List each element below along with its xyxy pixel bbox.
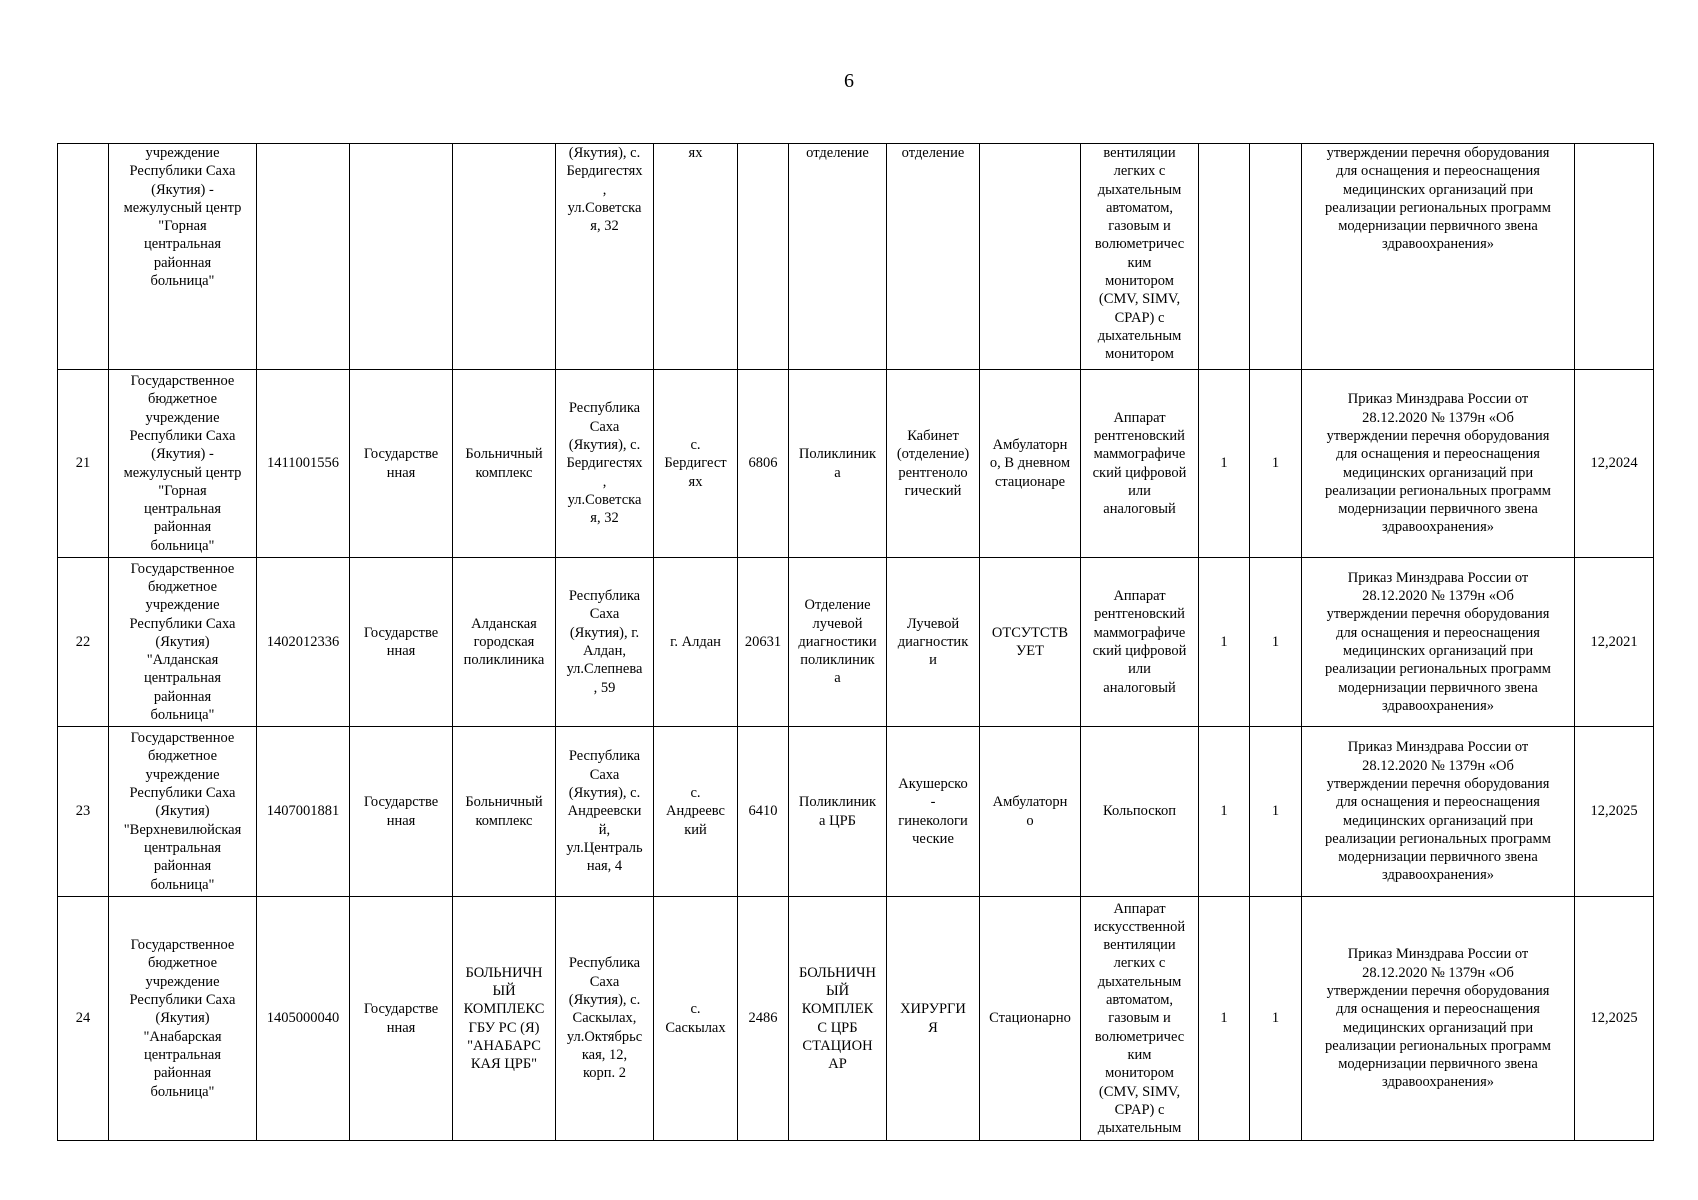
cell-quantity-1: 1 <box>1199 558 1250 727</box>
cell-settlement: г. Алдан <box>654 558 738 727</box>
cell-date <box>1575 144 1654 370</box>
cell-population: 2486 <box>738 897 789 1141</box>
page-number: 6 <box>844 70 854 92</box>
cell-care-conditions: ОТСУТСТВ УЕТ <box>980 558 1081 727</box>
cell-department: Кабинет (отделение) рентгеноло гический <box>887 370 980 558</box>
cell-ownership: Государстве нная <box>350 558 453 727</box>
cell-facility: Больничный комплекс <box>453 727 556 897</box>
cell-inn: 1407001881 <box>257 727 350 897</box>
cell-unit: отделение <box>789 144 887 370</box>
cell-equipment: Аппарат рентгеновский маммографиче ский цифровой или аналоговый <box>1081 558 1199 727</box>
equipment-table <box>57 143 1654 1141</box>
cell-ownership: Государстве нная <box>350 897 453 1141</box>
cell-facility <box>453 144 556 370</box>
cell-settlement: с. Бердигест ях <box>654 370 738 558</box>
cell-department: отделение <box>887 144 980 370</box>
cell-population <box>738 144 789 370</box>
cell-inn <box>257 144 350 370</box>
cell-quantity-2: 1 <box>1250 370 1302 558</box>
cell-regulation: утверждении перечня оборудования для оснащения и переоснащения медицинских организаций при реализации региональных программ модернизации первичного звена здравоохранения» <box>1302 144 1575 370</box>
cell-quantity-2: 1 <box>1250 558 1302 727</box>
cell-quantity-2: 1 <box>1250 897 1302 1141</box>
cell-care-conditions: Стационарно <box>980 897 1081 1141</box>
cell-population: 6410 <box>738 727 789 897</box>
cell-address: Республика Саха (Якутия), г. Алдан, ул.Слепнева , 59 <box>556 558 654 727</box>
cell-quantity-1: 1 <box>1199 897 1250 1141</box>
cell-equipment: Аппарат рентгеновский маммографиче ский цифровой или аналоговый <box>1081 370 1199 558</box>
cell-inn: 1405000040 <box>257 897 350 1141</box>
cell-quantity-2: 1 <box>1250 727 1302 897</box>
table-row <box>58 370 1654 558</box>
table-row <box>58 897 1654 1141</box>
cell-ownership: Государстве нная <box>350 370 453 558</box>
cell-number: 21 <box>58 370 109 558</box>
cell-regulation: Приказ Минздрава России от 28.12.2020 № 1379н «Об утверждении перечня оборудования для оснащения и переоснащения медицинских организаций при реализации региональных программ модернизации первичного звена здравоохранения» <box>1302 370 1575 558</box>
cell-quantity-1: 1 <box>1199 727 1250 897</box>
cell-settlement: ях <box>654 144 738 370</box>
cell-facility: Алданская городская поликлиника <box>453 558 556 727</box>
cell-settlement: с. Андреевс кий <box>654 727 738 897</box>
cell-date: 12,2025 <box>1575 897 1654 1141</box>
cell-unit: Поликлиник а ЦРБ <box>789 727 887 897</box>
cell-date: 12,2025 <box>1575 727 1654 897</box>
cell-facility: БОЛЬНИЧН ЫЙ КОМПЛЕКС ГБУ РС (Я) "АНАБАРС КАЯ ЦРБ" <box>453 897 556 1141</box>
cell-inn: 1402012336 <box>257 558 350 727</box>
cell-number <box>58 144 109 370</box>
cell-regulation: Приказ Минздрава России от 28.12.2020 № 1379н «Об утверждении перечня оборудования для оснащения и переоснащения медицинских организаций при реализации региональных программ модернизации первичного звена здравоохранения» <box>1302 558 1575 727</box>
cell-population: 6806 <box>738 370 789 558</box>
cell-quantity-1 <box>1199 144 1250 370</box>
cell-number: 22 <box>58 558 109 727</box>
cell-facility: Больничный комплекс <box>453 370 556 558</box>
cell-settlement: с. Саскылах <box>654 897 738 1141</box>
cell-inn: 1411001556 <box>257 370 350 558</box>
cell-care-conditions <box>980 144 1081 370</box>
cell-equipment: Аппарат искусственной вентиляции легких с дыхательным автоматом, газовым и волюметричес ким монитором (CMV, SIMV, CPAP) с дыхательным <box>1081 897 1199 1141</box>
cell-address: Республика Саха (Якутия), с. Бердигестях , ул.Советска я, 32 <box>556 370 654 558</box>
cell-address: Республика Саха (Якутия), с. Андреевски й, ул.Централь ная, 4 <box>556 727 654 897</box>
cell-regulation: Приказ Минздрава России от 28.12.2020 № 1379н «Об утверждении перечня оборудования для оснащения и переоснащения медицинских организаций при реализации региональных программ модернизации первичного звена здравоохранения» <box>1302 727 1575 897</box>
cell-quantity-2 <box>1250 144 1302 370</box>
cell-quantity-1: 1 <box>1199 370 1250 558</box>
cell-address: (Якутия), с. Бердигестях , ул.Советска я, 32 <box>556 144 654 370</box>
cell-care-conditions: Амбулаторн о, В дневном стационаре <box>980 370 1081 558</box>
cell-population: 20631 <box>738 558 789 727</box>
cell-date: 12,2021 <box>1575 558 1654 727</box>
cell-ownership: Государстве нная <box>350 727 453 897</box>
table-row <box>58 727 1654 897</box>
cell-organization: Государственное бюджетное учреждение Республики Саха (Якутия) "Анабарская центральная районная больница" <box>109 897 257 1141</box>
cell-department: Лучевой диагностик и <box>887 558 980 727</box>
cell-regulation: Приказ Минздрава России от 28.12.2020 № 1379н «Об утверждении перечня оборудования для оснащения и переоснащения медицинских организаций при реализации региональных программ модернизации первичного звена здравоохранения» <box>1302 897 1575 1141</box>
cell-date: 12,2024 <box>1575 370 1654 558</box>
cell-organization: учреждение Республики Саха (Якутия) - межулусный центр "Горная центральная районная больница" <box>109 144 257 370</box>
cell-equipment: вентиляции легких с дыхательным автоматом, газовым и волюметричес ким монитором (CMV, SIMV, CPAP) с дыхательным монитором <box>1081 144 1199 370</box>
cell-unit: БОЛЬНИЧН ЫЙ КОМПЛЕК С ЦРБ СТАЦИОН АР <box>789 897 887 1141</box>
cell-unit: Поликлиник а <box>789 370 887 558</box>
cell-organization: Государственное бюджетное учреждение Республики Саха (Якутия) "Алданская центральная районная больница" <box>109 558 257 727</box>
cell-department: ХИРУРГИ Я <box>887 897 980 1141</box>
cell-organization: Государственное бюджетное учреждение Республики Саха (Якутия) - межулусный центр "Горная центральная районная больница" <box>109 370 257 558</box>
cell-number: 24 <box>58 897 109 1141</box>
cell-address: Республика Саха (Якутия), с. Саскылах, ул.Октябрьс кая, 12, корп. 2 <box>556 897 654 1141</box>
cell-number: 23 <box>58 727 109 897</box>
cell-department: Акушерско - гинекологи ческие <box>887 727 980 897</box>
cell-ownership <box>350 144 453 370</box>
table-row <box>58 144 1654 370</box>
cell-unit: Отделение лучевой диагностики поликлиник а <box>789 558 887 727</box>
table-row <box>58 558 1654 727</box>
cell-equipment: Кольпоскоп <box>1081 727 1199 897</box>
cell-organization: Государственное бюджетное учреждение Республики Саха (Якутия) "Верхневилюйская центральная районная больница" <box>109 727 257 897</box>
cell-care-conditions: Амбулаторн о <box>980 727 1081 897</box>
